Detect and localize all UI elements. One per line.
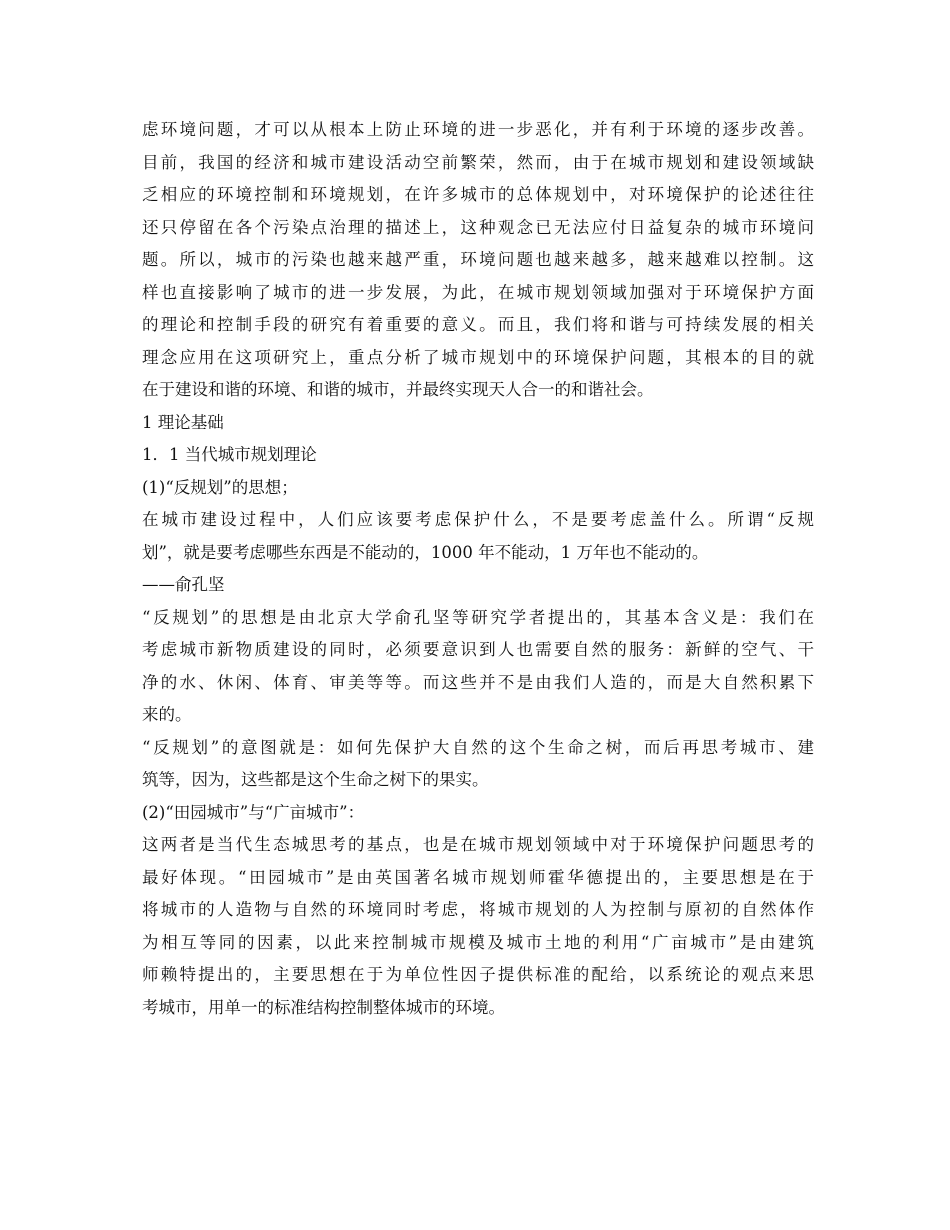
text-line: 虑环境问题，才可以从根本上防止环境的进一步恶化，并有利于环境的逐步改善。	[142, 120, 814, 139]
document-body	[142, 114, 814, 1024]
text-line: 这两者是当代生态城思考的基点，也是在城市规划领域中对于环境保护问题思考的	[142, 835, 814, 854]
text-line: 考虑城市新物质建设的同时，必须要意识到人也需要自然的服务：新鲜的空气、干	[142, 640, 814, 659]
quote-attribution: ——俞孔坚	[142, 575, 225, 594]
text-line: 乏相应的环境控制和环境规划，在许多城市的总体规划中，对环境保护的论述往往	[142, 185, 814, 204]
text-line: 师赖特提出的，主要思想在于为单位性因子提供标准的配给，以系统论的观点来思	[142, 965, 814, 984]
section-heading: 1 理论基础	[142, 412, 224, 432]
text-line: 目前，我国的经济和城市建设活动空前繁荣，然而，由于在城市规划和建设领域缺	[142, 152, 814, 172]
text-line: 净的水、休闲、体育、审美等等。而这些并不是由我们人造的，而是大自然积累下	[142, 672, 814, 692]
text-line: 为相互等同的因素，以此来控制城市规模及城市土地的利用“广亩城市”是由建筑	[142, 932, 814, 952]
subsection-heading: 1．1 当代城市规划理论	[142, 445, 317, 464]
text-line: 最好体现。“田园城市”是由英国著名城市规划师霍华德提出的，主要思想是在于	[142, 867, 814, 887]
text-line: 将城市的人造物与自然的环境同时考虑，将城市规划的人为控制与原初的自然体作	[142, 900, 814, 919]
quote-line: 在城市建设过程中，人们应该要考虑保护什么，不是要考虑盖什么。所谓“反规	[142, 510, 814, 529]
text-line: “反规划”的意图就是：如何先保护大自然的这个生命之树，而后再思考城市、建	[142, 737, 814, 757]
list-heading: (1)“反规划”的思想；	[142, 477, 298, 497]
list-heading: (2)“田园城市”与“广亩城市”：	[142, 802, 365, 822]
text-line: 筑等，因为，这些都是这个生命之树下的果实。	[142, 770, 489, 789]
quote-line: 划”，就是要考虑哪些东西是不能动的，1000 年不能动，1 万年也不能动的。	[142, 542, 709, 562]
text-line: 的理论和控制手段的研究有着重要的意义。而且，我们将和谐与可持续发展的相关	[142, 315, 814, 334]
text-line: 理念应用在这项研究上，重点分析了城市规划中的环境保护问题，其根本的目的就	[142, 347, 814, 367]
text-line: 题。所以，城市的污染也越来越严重，环境问题也越来越多，越来越难以控制。这	[142, 250, 814, 269]
text-line: 样也直接影响了城市的进一步发展，为此，在城市规划领域加强对于环境保护方面	[142, 282, 814, 302]
text-line: 还只停留在各个污染点治理的描述上，这种观念已无法应付日益复杂的城市环境问	[142, 217, 814, 237]
text-line: 考城市，用单一的标准结构控制整体城市的环境。	[142, 997, 505, 1017]
text-line: 在于建设和谐的环境、和谐的城市，并最终实现天人合一的和谐社会。	[142, 380, 654, 399]
text-line: 来的。	[142, 705, 192, 724]
text-line: “反规划”的思想是由北京大学俞孔坚等研究学者提出的，其基本含义是：我们在	[142, 607, 814, 627]
